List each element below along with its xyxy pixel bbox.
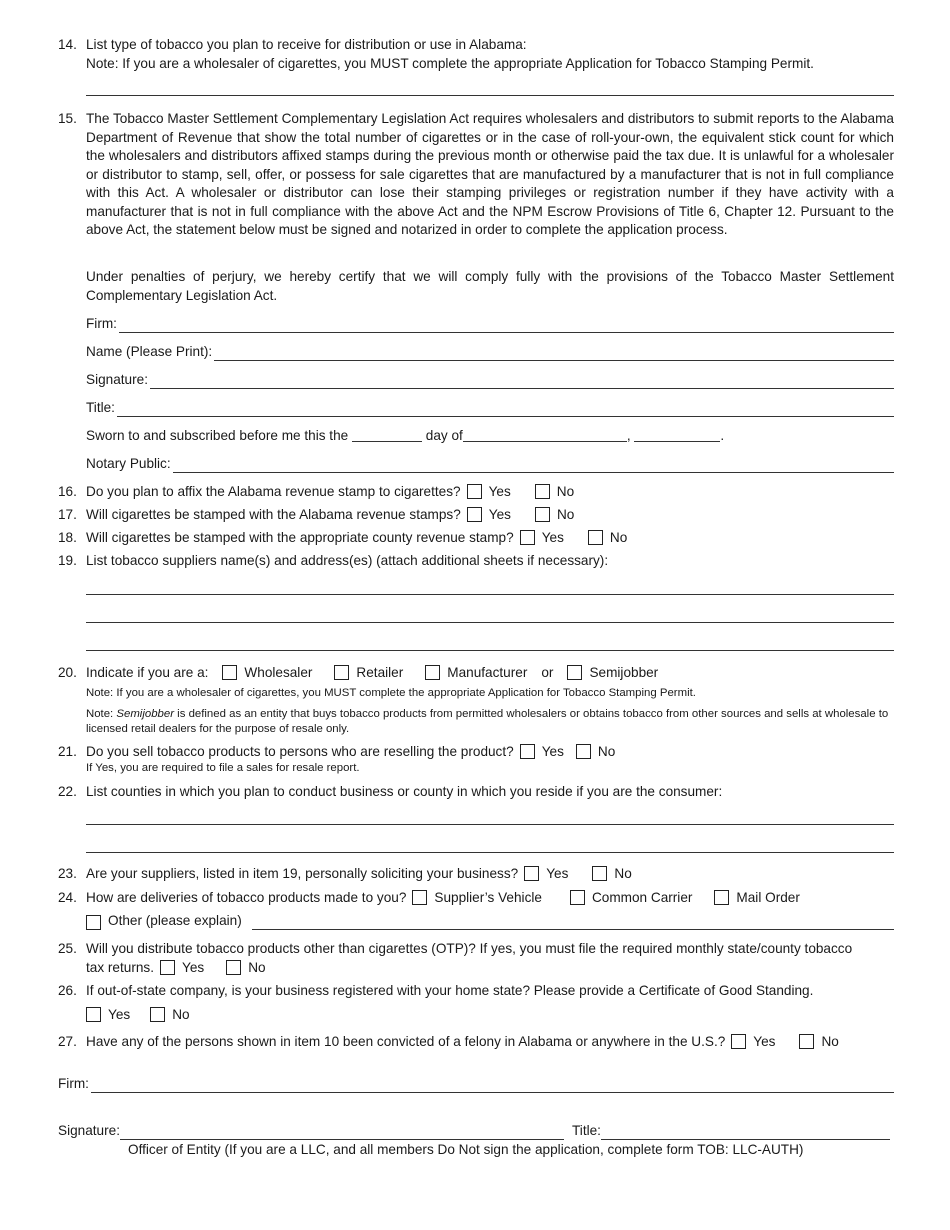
name-input[interactable] [214,346,894,361]
day-of-text: day of [425,428,463,443]
no-label: No [556,507,575,522]
question-21 [58,743,894,762]
question-number: 17. [58,507,77,522]
question-19 [58,552,894,571]
question-text: Will cigarettes be stamped with the Alabama revenue stamps? [86,507,461,522]
yes-checkbox[interactable] [520,744,535,759]
question-number: 22. [58,784,77,799]
footer-firm-input[interactable] [91,1078,894,1093]
question-text: Are your suppliers, listed in item 19, personally soliciting your business? [86,866,519,881]
county-line-1[interactable] [86,824,894,825]
no-label: No [614,866,632,881]
mail-order-label: Mail Order [736,890,800,905]
question-14 [58,36,894,73]
note-text: Note: If you are a wholesaler of cigarettes, you MUST complete the appropriate Application for Tobacco Stamping Permit. [86,687,696,699]
yes-checkbox[interactable] [86,1007,101,1022]
question-number: 19. [58,553,77,568]
question-text: Do you plan to affix the Alabama revenue stamp to cigarettes? [86,484,461,499]
no-label: No [821,1034,839,1049]
question-text: Indicate if you are a: [86,665,209,680]
sworn-year-input[interactable] [634,428,720,442]
yes-label: Yes [546,866,569,881]
no-label: No [609,530,628,545]
yes-label: Yes [488,507,511,522]
question-number: 20. [58,665,77,680]
question-text: How are deliveries of tobacco products made to you? [86,890,407,905]
other-explain-field[interactable] [86,912,894,930]
common-carrier-label: Common Carrier [591,890,693,905]
question-number: 26. [58,983,77,998]
question-text: List tobacco suppliers name(s) and address(es) (attach additional sheets if necessary): [86,553,609,568]
no-checkbox[interactable] [535,484,550,499]
no-label: No [556,484,575,499]
sworn-month-input[interactable] [463,428,627,442]
no-checkbox[interactable] [150,1007,165,1022]
comma: , [626,428,631,443]
other-label: Other (please explain) [108,913,242,928]
officer-note: Officer of Entity (If you are a LLC, and all members Do Not sign the application, complete form TOB: LLC-AUTH) [128,1142,804,1157]
question-20 [58,664,894,683]
question-18 [58,529,894,548]
question-number: 21. [58,744,77,759]
firm-field[interactable] [86,315,894,333]
supplier-line-1[interactable] [86,594,894,595]
wholesaler-label: Wholesaler [244,665,313,680]
or-text: or [541,665,554,680]
retailer-label: Retailer [356,665,404,680]
name-field[interactable] [86,343,894,361]
no-label: No [248,959,266,975]
note-term: Semijobber [116,708,175,720]
question-20-note-1 [58,686,894,701]
question-27 [58,1033,894,1052]
yes-checkbox[interactable] [467,507,482,522]
certify-text: Under penalties of perjury, we hereby certify that we will comply fully with the provisions of the Tobacco Master Settlement Complementary Legislation Act. [86,269,894,303]
certification-statement [58,268,894,305]
note-text: is defined as an entity that buys tobacco products from permitted wholesalers or obtains tobacco from other sources and sells at wholesale to licensed retail dealers for the purpose of resale only. [86,708,889,735]
title-field[interactable] [86,399,894,417]
notary-label: Notary Public: [86,456,171,471]
firm-label: Firm: [86,316,117,331]
retailer-checkbox[interactable] [334,665,349,680]
firm-input[interactable] [119,318,894,333]
question-text: List counties in which you plan to conduct business or county in which you reside if you are the consumer: [86,784,723,799]
note-text: If Yes, you are required to file a sales for resale report. [86,762,360,774]
common-carrier-checkbox[interactable] [570,890,585,905]
supplier-vehicle-checkbox[interactable] [412,890,427,905]
yes-checkbox[interactable] [160,960,175,975]
question-20-note-2 [58,707,894,736]
semijobber-label: Semijobber [589,665,659,680]
no-label: No [597,744,616,759]
question-number: 18. [58,530,77,545]
question-text: Have any of the persons shown in item 10 been convicted of a felony in Alabama or anywhere in the U.S.? [86,1034,726,1049]
title-input[interactable] [117,402,894,417]
notary-input[interactable] [173,458,894,473]
footer-title-field[interactable] [572,1122,890,1140]
no-checkbox[interactable] [799,1034,814,1049]
question-24 [58,889,894,908]
supplier-line-3[interactable] [86,650,894,651]
question-number: 25. [58,941,77,956]
footer-firm-field[interactable] [58,1075,894,1093]
question-22 [58,783,894,802]
question-23 [58,865,894,884]
signature-label: Signature: [86,372,148,387]
question-text: If out-of-state company, is your business registered with your home state? Please provide a Certificate of Good Standing. [86,983,814,998]
sworn-line [86,427,724,445]
yes-checkbox[interactable] [520,530,535,545]
mail-order-checkbox[interactable] [714,890,729,905]
yes-label: Yes [182,959,205,975]
yes-label: Yes [541,744,564,759]
signature-input[interactable] [150,374,894,389]
question-16 [58,483,894,502]
supplier-line-2[interactable] [86,622,894,623]
other-checkbox[interactable] [86,915,101,930]
sworn-text: Sworn to and subscribed before me this the [86,428,349,443]
footer-firm-label: Firm: [58,1076,89,1091]
yes-label: Yes [753,1034,776,1049]
question-26 [58,982,894,1024]
question-number: 16. [58,484,77,499]
county-line-2[interactable] [86,852,894,853]
notary-field[interactable] [86,455,894,473]
manufacturer-label: Manufacturer [447,665,528,680]
yes-label: Yes [541,530,564,545]
manufacturer-checkbox[interactable] [425,665,440,680]
question-text: The Tobacco Master Settlement Complementary Legislation Act requires wholesalers and distributors to submit reports to the Alabama Department of Revenue that show the total number of cigarettes or in the case of roll-your-own, the equivalent stick count for which the wholesalers and distributors affixed stamps during the previous month or otherwise paid the tax due. It is unlawful for a wholesaler or distributor to stamp, sell, offer, or possess for sale cigarettes that are manufactured by a manufacturer that is not in full compliance with this Act. A wholesaler or distributor can lose their stamping privileges or registration number if they have activity with a manufacturer that is not in full compliance with the above Act and the NPM Escrow Provisions of Title 6, Chapter 12. Pursuant to the above Act, the statement below must be signed and notarized in order to complete the application process. [86,111,894,237]
no-checkbox[interactable] [226,960,241,975]
question-number: 27. [58,1034,77,1049]
question-number: 15. [58,111,77,126]
footer-signature-input[interactable] [120,1125,564,1140]
question-text: Will you distribute tobacco products other than cigarettes (OTP)? If yes, you must file the required monthly state/county tobacco [86,941,853,956]
yes-checkbox[interactable] [731,1034,746,1049]
question-15 [58,110,894,240]
title-label: Title: [86,400,115,415]
question-number: 23. [58,866,77,881]
question-number: 14. [58,37,77,52]
supplier-vehicle-label: Supplier’s Vehicle [434,890,542,905]
wholesaler-checkbox[interactable] [222,665,237,680]
no-label: No [172,1006,190,1022]
question-text: Do you sell tobacco products to persons who are reselling the product? [86,744,514,759]
footer-signature-label: Signature: [58,1123,120,1138]
period: . [720,428,725,443]
question-17 [58,506,894,525]
footer-title-input[interactable] [601,1125,890,1140]
question-note: Note: If you are a wholesaler of cigarettes, you MUST complete the appropriate Application for Tobacco Stamping Permit. [86,55,814,71]
no-checkbox[interactable] [535,507,550,522]
yes-checkbox[interactable] [467,484,482,499]
question-25 [58,940,894,977]
sworn-day-input[interactable] [352,428,422,442]
footer-title-label: Title: [572,1123,601,1138]
answer-line-14[interactable] [86,95,894,96]
footer-signature-field[interactable] [58,1122,564,1140]
semijobber-checkbox[interactable] [567,665,582,680]
question-text-continued: tax returns. [86,959,154,975]
no-checkbox[interactable] [576,744,591,759]
yes-label: Yes [108,1006,131,1022]
no-checkbox[interactable] [592,866,607,881]
question-text: Will cigarettes be stamped with the appropriate county revenue stamp? [86,530,514,545]
signature-field[interactable] [86,371,894,389]
other-explain-input[interactable] [252,915,894,930]
question-text: List type of tobacco you plan to receive for distribution or use in Alabama: [86,37,527,52]
note-prefix: Note: [86,708,117,720]
yes-label: Yes [488,484,511,499]
yes-checkbox[interactable] [524,866,539,881]
question-number: 24. [58,890,77,905]
no-checkbox[interactable] [588,530,603,545]
name-label: Name (Please Print): [86,344,213,359]
question-21-note [58,761,894,776]
